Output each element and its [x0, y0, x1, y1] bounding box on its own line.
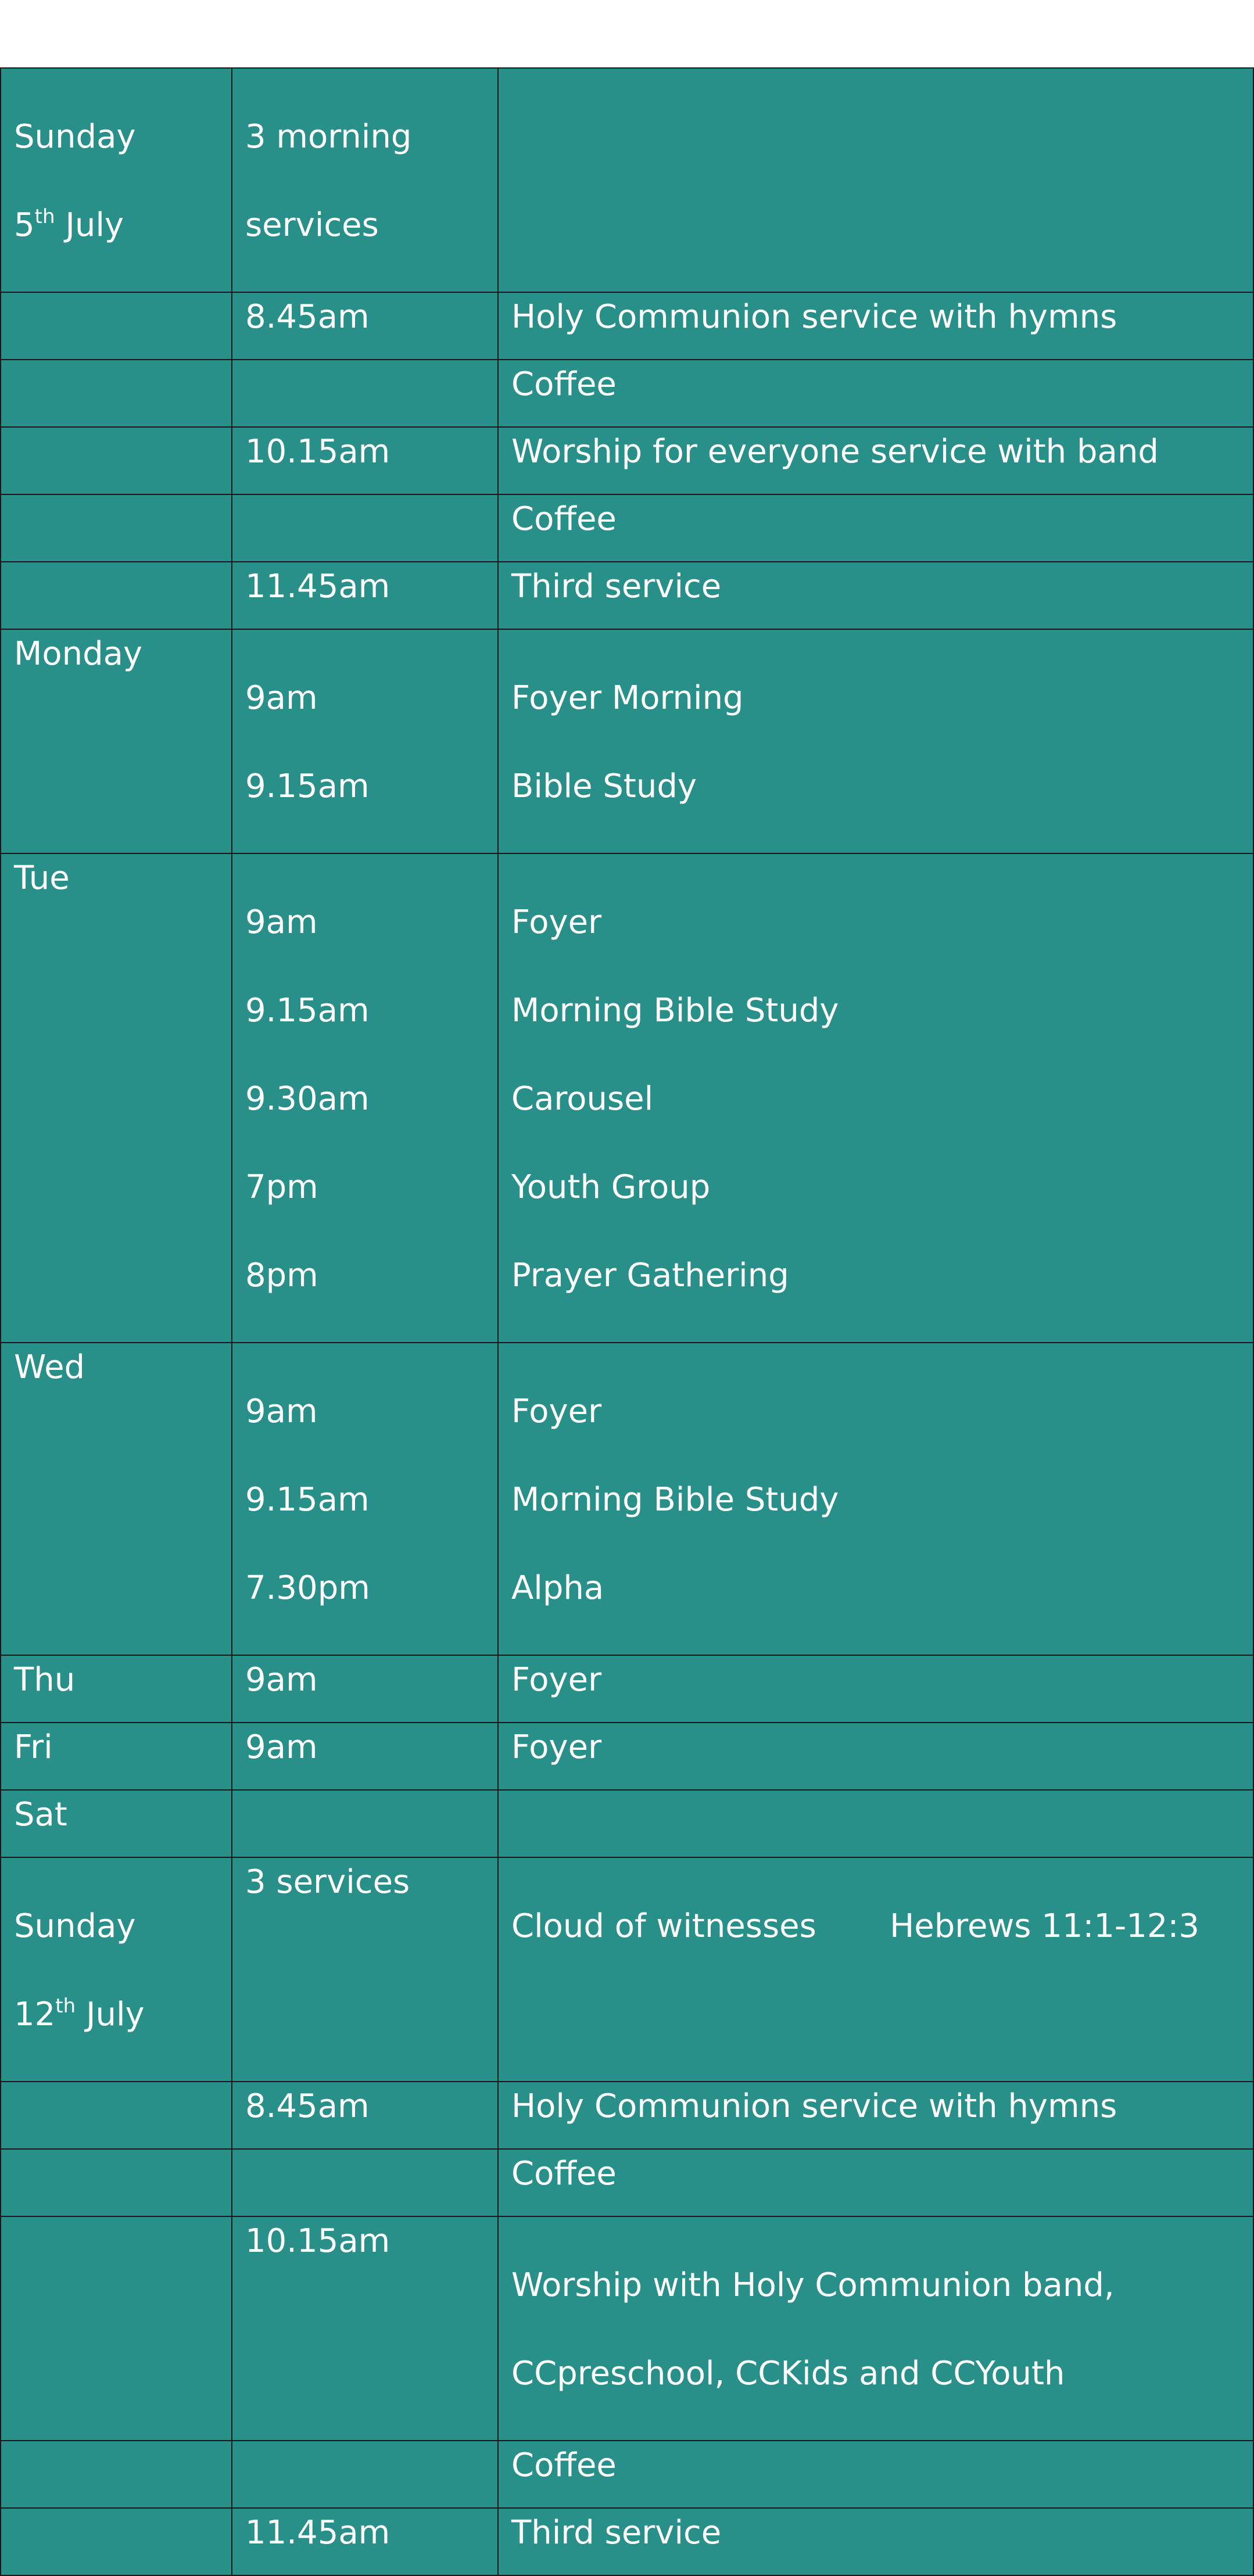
day-name: Thu: [14, 1661, 76, 1699]
time-cell: [232, 2441, 498, 2508]
event-line: Holy Communion service with hymns: [511, 2087, 1117, 2125]
event-line: Foyer: [511, 903, 602, 941]
time-cell: [232, 1655, 498, 1723]
event-line: Foyer: [511, 1728, 602, 1766]
day-cell: [1, 292, 232, 360]
event-cell: [498, 360, 1253, 427]
event-line: Third service: [511, 568, 722, 605]
day-name: Monday: [14, 635, 143, 673]
event-line: Worship with Holy Communion band,: [511, 2266, 1115, 2304]
table-row: [1, 853, 1253, 1343]
table-row: [1, 1343, 1253, 1655]
time-line: 11.45am: [245, 2514, 390, 2552]
event-line: Carousel: [511, 1080, 654, 1118]
day-name: Sat: [14, 1796, 67, 1834]
scripture-reference: Hebrews 11:1-12:3: [890, 1907, 1199, 1945]
time-line: 3 services: [245, 1863, 410, 1901]
day-cell: [1, 1857, 232, 2082]
day-date-month: July: [55, 206, 124, 244]
day-cell: [1, 2082, 232, 2149]
time-line: 9.15am: [245, 992, 370, 1029]
day-date: [14, 1993, 218, 2037]
time-line: 8pm: [245, 1257, 318, 1294]
time-cell: [232, 2082, 498, 2149]
table-row: [1, 494, 1253, 562]
time-line: 9am: [245, 1393, 318, 1430]
event-cell: [498, 2508, 1253, 2575]
event-line: Coffee: [511, 2446, 617, 2484]
table-row: [1, 1790, 1253, 1857]
event-line: Third service: [511, 2514, 722, 2552]
event-line: Bible Study: [511, 767, 697, 805]
table-row: [1, 2441, 1253, 2508]
time-cell: [232, 68, 498, 292]
time-line: 8.45am: [245, 298, 370, 336]
time-line: 10.15am: [245, 2222, 390, 2260]
time-cell: [232, 1857, 498, 2082]
event-line: Coffee: [511, 2155, 617, 2193]
day-cell: [1, 360, 232, 427]
time-cell: [232, 562, 498, 629]
event-cell: [498, 68, 1253, 292]
time-cell: [232, 494, 498, 562]
schedule-body: [1, 68, 1253, 2575]
event-cell: [498, 2149, 1253, 2216]
day-cell: [1, 853, 232, 1343]
day-date-month: July: [76, 1996, 145, 2033]
event-line: Worship for everyone service with band: [511, 433, 1159, 471]
event-cell: [498, 562, 1253, 629]
event-line: Morning Bible Study: [511, 992, 839, 1029]
event-line: Morning Bible Study: [511, 1481, 839, 1519]
time-line: 9am: [245, 1728, 318, 1766]
day-name: Tue: [14, 859, 70, 897]
day-cell: [1, 1790, 232, 1857]
day-date-number: 12: [14, 1996, 56, 2033]
day-cell: [1, 1723, 232, 1790]
day-name: Fri: [14, 1728, 53, 1766]
time-cell: [232, 1343, 498, 1655]
time-cell: [232, 2216, 498, 2441]
table-row: [1, 2508, 1253, 2575]
event-cell: [498, 1857, 1253, 2082]
event-line: Foyer: [511, 1393, 602, 1430]
day-cell: [1, 427, 232, 494]
event-cell: [498, 427, 1253, 494]
time-line: 7pm: [245, 1168, 318, 1206]
time-line: 9.15am: [245, 767, 370, 805]
table-row: [1, 68, 1253, 292]
day-cell: [1, 2441, 232, 2508]
time-line: 9am: [245, 679, 318, 717]
table-row: [1, 292, 1253, 360]
time-cell: [232, 292, 498, 360]
day-cell: [1, 1343, 232, 1655]
day-cell: [1, 629, 232, 853]
day-cell: [1, 2216, 232, 2441]
day-name: Wed: [14, 1348, 85, 1386]
table-row: [1, 562, 1253, 629]
time-line: 9.15am: [245, 1481, 370, 1519]
time-cell: [232, 427, 498, 494]
event-cell: [498, 2216, 1253, 2441]
event-cell: [498, 1723, 1253, 1790]
table-row: [1, 1857, 1253, 2082]
day-cell: [1, 494, 232, 562]
time-line: 9am: [245, 903, 318, 941]
time-cell: [232, 629, 498, 853]
event-cell: [498, 494, 1253, 562]
table-row: [1, 629, 1253, 853]
event-cell: [498, 1655, 1253, 1723]
time-line: 11.45am: [245, 568, 390, 605]
table-row: [1, 360, 1253, 427]
day-name: Sunday: [14, 118, 136, 156]
event-line: Foyer: [511, 1661, 602, 1699]
time-cell: [232, 2508, 498, 2575]
event-cell: [498, 292, 1253, 360]
time-cell: [232, 1790, 498, 1857]
time-line: services: [245, 206, 379, 244]
event-line: Alpha: [511, 1569, 604, 1607]
time-line: 7.30pm: [245, 1569, 370, 1607]
time-line: 3 morning: [245, 118, 412, 156]
table-row: [1, 1723, 1253, 1790]
day-date-suffix: th: [55, 1994, 76, 2018]
event-line: Coffee: [511, 500, 617, 538]
event-cell: [498, 2441, 1253, 2508]
day-cell: [1, 2508, 232, 2575]
time-line: 9am: [245, 1661, 318, 1699]
event-line: Youth Group: [511, 1168, 711, 1206]
event-line: Holy Communion service with hymns: [511, 298, 1117, 336]
time-cell: [232, 1723, 498, 1790]
time-line: 10.15am: [245, 433, 390, 471]
event-line: [511, 1904, 1240, 1949]
table-row: [1, 2149, 1253, 2216]
day-cell: [1, 562, 232, 629]
day-name: Sunday: [14, 1907, 136, 1945]
table-row: [1, 1655, 1253, 1723]
time-line: 8.45am: [245, 2087, 370, 2125]
event-line: Prayer Gathering: [511, 1257, 789, 1294]
time-cell: [232, 2149, 498, 2216]
day-date: [14, 203, 218, 247]
day-cell: [1, 68, 232, 292]
day-date-number: 5: [14, 206, 35, 244]
table-row: [1, 2082, 1253, 2149]
event-line: Foyer Morning: [511, 679, 744, 717]
event-title: Cloud of witnesses: [511, 1907, 816, 1945]
time-cell: [232, 853, 498, 1343]
event-line: CCpreschool, CCKids and CCYouth: [511, 2355, 1065, 2392]
event-line: Coffee: [511, 365, 617, 403]
table-row: [1, 427, 1253, 494]
event-cell: [498, 1790, 1253, 1857]
time-cell: [232, 360, 498, 427]
day-date-suffix: th: [34, 205, 55, 228]
event-cell: [498, 1343, 1253, 1655]
time-line: 9.30am: [245, 1080, 370, 1118]
day-cell: [1, 2149, 232, 2216]
event-cell: [498, 853, 1253, 1343]
table-row: [1, 2216, 1253, 2441]
day-cell: [1, 1655, 232, 1723]
event-cell: [498, 629, 1253, 853]
event-cell: [498, 2082, 1253, 2149]
weekly-schedule-table: [0, 67, 1254, 2576]
